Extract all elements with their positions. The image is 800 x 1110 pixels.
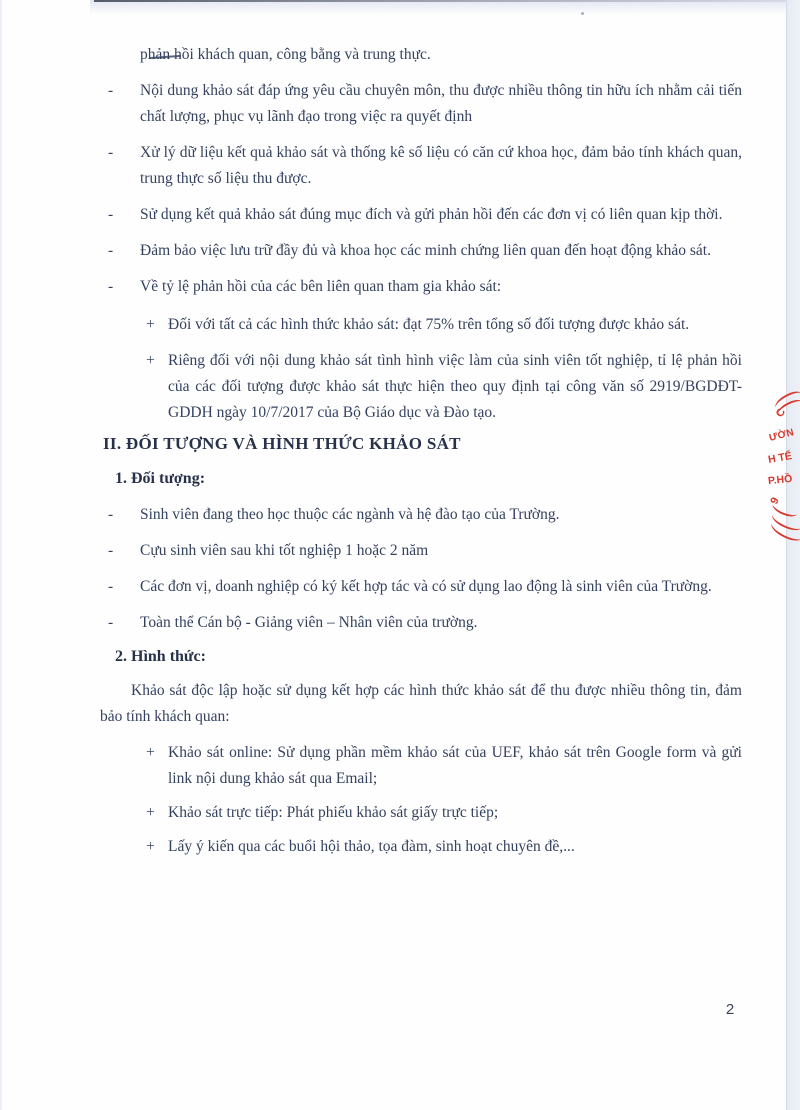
bullet-text: Các đơn vị, doanh nghiệp có ký kết hợp tác và có sử dụng lao động là sinh viên của Trường. (140, 578, 712, 595)
sub-bullet-item (100, 800, 742, 826)
methods-paragraph: Khảo sát độc lập hoặc sử dụng kết hợp các hình thức khảo sát để thu được nhiều thông tin, đảm bảo tính khách quan: (100, 682, 742, 725)
sub-bullet-text: Riêng đối với nội dung khảo sát tình hình việc làm của sinh viên tốt nghiệp, tỉ lệ phản hồi của các đối tượng được khảo sát thực hiện theo quy định tại công văn số 2919/BGDĐT-GDDH ngày 10/7/2017 của Bộ Giáo dục và Đào tạo. (168, 352, 742, 421)
dash-marker: - (108, 242, 114, 259)
bullet-text: Toàn thể Cán bộ - Giảng viên – Nhân viên của trường. (140, 614, 478, 631)
subsection-heading-subjects: 1. Đối tượng: (115, 470, 206, 487)
bullet-item (100, 202, 742, 228)
plus-marker: + (146, 838, 155, 855)
dash-marker: - (108, 506, 114, 523)
scan-top-edge-line (94, 0, 794, 2)
bullet-item (100, 538, 742, 564)
stamp-text-fragment: H TẾ (767, 450, 793, 466)
dash-marker: - (108, 144, 114, 161)
plus-marker: + (146, 316, 155, 333)
bullet-text: Về tỷ lệ phản hồi của các bên liên quan tham gia khảo sát: (140, 278, 502, 295)
sub-bullet-item (100, 834, 742, 860)
bullet-item (100, 610, 742, 636)
page-number: 2 (725, 1001, 735, 1018)
bullet-item (100, 238, 742, 264)
stamp-text-fragment: P.HỒ (767, 472, 793, 488)
sub-bullet-item (100, 312, 742, 338)
bullet-text: Đảm bảo việc lưu trữ đầy đủ và khoa học các minh chứng liên quan đến hoạt động khảo sát. (140, 242, 711, 259)
stamp-text-fragment: ƯỜN (768, 427, 796, 444)
bullet-item (100, 574, 742, 600)
sub-bullet-item (100, 348, 742, 426)
bullet-item (100, 502, 742, 528)
document-body (100, 42, 742, 870)
dash-marker: - (108, 206, 114, 223)
bullet-text: Xử lý dữ liệu kết quả khảo sát và thống kê số liệu có căn cứ khoa học, đảm bảo tính khách quan, trung thực số liệu thu được. (140, 144, 742, 187)
dash-marker: - (108, 578, 114, 595)
scan-top-tint (90, 0, 800, 15)
sub-bullet-text: Khảo sát trực tiếp: Phát phiếu khảo sát giấy trực tiếp; (168, 804, 499, 821)
bullet-item (100, 140, 742, 192)
plus-marker: + (146, 352, 155, 369)
dash-marker: - (108, 82, 114, 99)
bullet-item (100, 78, 742, 130)
section-heading: II. ĐỐI TƯỢNG VÀ HÌNH THỨC KHẢO SÁT (103, 434, 461, 453)
sub-bullet-text: Lấy ý kiến qua các buổi hội thảo, tọa đàm, sinh hoạt chuyên đề,... (168, 838, 575, 855)
bullet-text: Cựu sinh viên sau khi tốt nghiệp 1 hoặc 2 năm (140, 542, 429, 559)
dash-marker: - (108, 542, 114, 559)
bullet-text: Sử dụng kết quả khảo sát đúng mục đích và gửi phản hồi đến các đơn vị có liên quan kịp thời. (140, 206, 723, 223)
dash-marker: - (108, 278, 114, 295)
stamp-text-fragment: 9 (768, 495, 782, 507)
plus-marker: + (146, 744, 155, 761)
scan-right-edge-strip (786, 0, 800, 1110)
bullet-item (100, 274, 742, 300)
sub-bullet-item (100, 740, 742, 792)
bullet-text: Nội dung khảo sát đáp ứng yêu cầu chuyên môn, thu được nhiều thông tin hữu ích nhằm cải tiến chất lượng, phục vụ lãnh đạo trong việc ra quyết định (140, 82, 742, 125)
bullet-text: Sinh viên đang theo học thuộc các ngành và hệ đào tạo của Trường. (140, 506, 560, 523)
plus-marker: + (146, 804, 155, 821)
sub-bullet-text: Đối với tất cả các hình thức khảo sát: đạt 75% trên tổng số đối tượng được khảo sát. (168, 316, 690, 333)
sub-bullet-text: Khảo sát online: Sử dụng phần mềm khảo sát của UEF, khảo sát trên Google form và gửi link nội dung khảo sát qua Email; (168, 744, 742, 787)
dash-marker: - (108, 614, 114, 631)
subsection-heading-methods: 2. Hình thức: (115, 648, 206, 665)
continuation-line: phản hồi khách quan, công bằng và trung thực. (140, 46, 431, 63)
scan-left-edge (0, 0, 3, 1110)
scan-speck (581, 12, 584, 15)
stamp-text-fragment: C (773, 406, 789, 420)
